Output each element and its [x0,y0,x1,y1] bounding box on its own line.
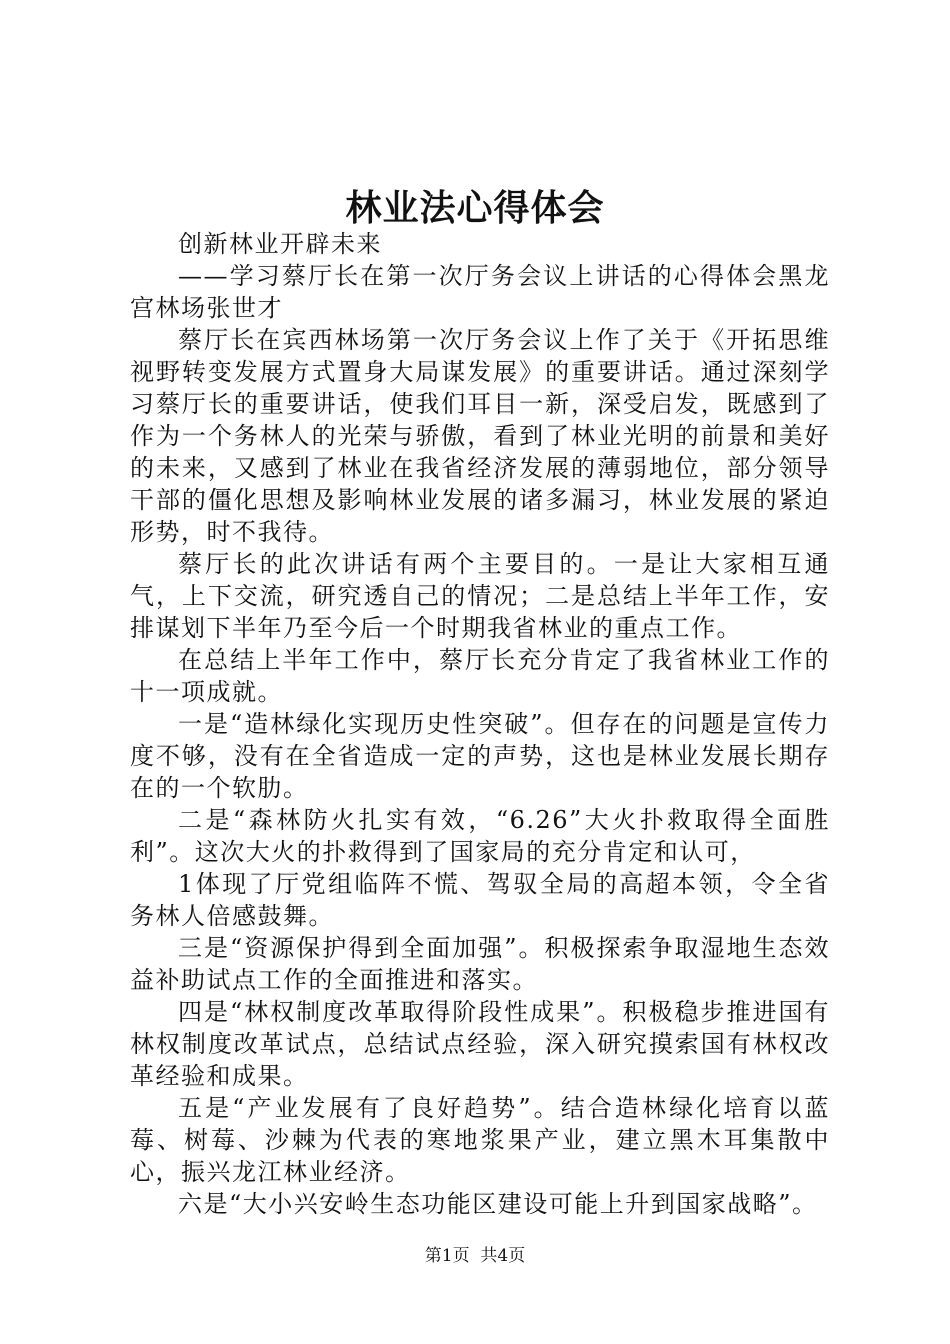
paragraph: 三是“资源保护得到全面加强”。积极探索争取湿地生态效益补助试点工作的全面推进和落实。 [130,934,830,994]
paragraph: 蔡厅长在宾西林场第一次厅务会议上作了关于《开拓思维视野转变发展方式置身大局谋发展》的重要讲话。通过深刻学习蔡厅长的重要讲话，使我们耳目一新，深受启发，既感到了作为一个务林人的光荣与骄傲，看到了林业光明的前景和美好的未来，又感到了林业在我省经济发展的薄弱地位，部分领导干部的僵化思想及影响林业发展的诸多漏习，林业发展的紧迫形势，时不我待。 [130,326,830,546]
paragraph: 四是“林权制度改革取得阶段性成果”。积极稳步推进国有林权制度改革试点，总结试点经验，深入研究摸索国有林权改革经验和成果。 [130,998,830,1090]
paragraph: 在总结上半年工作中，蔡厅长充分肯定了我省林业工作的十一项成就。 [130,646,830,706]
paragraph: 1体现了厅党组临阵不慌、驾驭全局的高超本领，令全省务林人倍感鼓舞。 [130,870,830,930]
page-footer [0,1244,950,1268]
paragraph: 创新林业开辟未来 [178,230,382,258]
document-body [130,228,830,1220]
paragraph: 一是“造林绿化实现历史性突破”。但存在的问题是宣传力度不够，没有在全省造成一定的声势，这也是林业发展长期存在的一个软肋。 [130,710,830,802]
paragraph: 五是“产业发展有了良好趋势”。结合造林绿化培育以蓝莓、树莓、沙棘为代表的寒地浆果产业，建立黑木耳集散中心，振兴龙江林业经济。 [130,1094,830,1186]
paragraph: 蔡厅长的此次讲话有两个主要目的。一是让大家相互通气，上下交流，研究透自己的情况；二是总结上半年工作，安排谋划下半年乃至今后一个时期我省林业的重点工作。 [130,550,830,642]
paragraph: ——学习蔡厅长在第一次厅务会议上讲话的心得体会黑龙宫林场张世才 [130,262,830,322]
paragraph: 六是“大小兴安岭生态功能区建设可能上升到国家战略”。 [178,1190,818,1218]
page-total: 共4页 [480,1246,526,1266]
page-number: 第1页 [424,1246,470,1266]
paragraph: 二是“森林防火扎实有效，“6.26”大火扑救取得全面胜利”。这次大火的扑救得到了国家局的充分肯定和认可， [130,806,830,866]
document-title: 林业法心得体会 [345,187,605,229]
